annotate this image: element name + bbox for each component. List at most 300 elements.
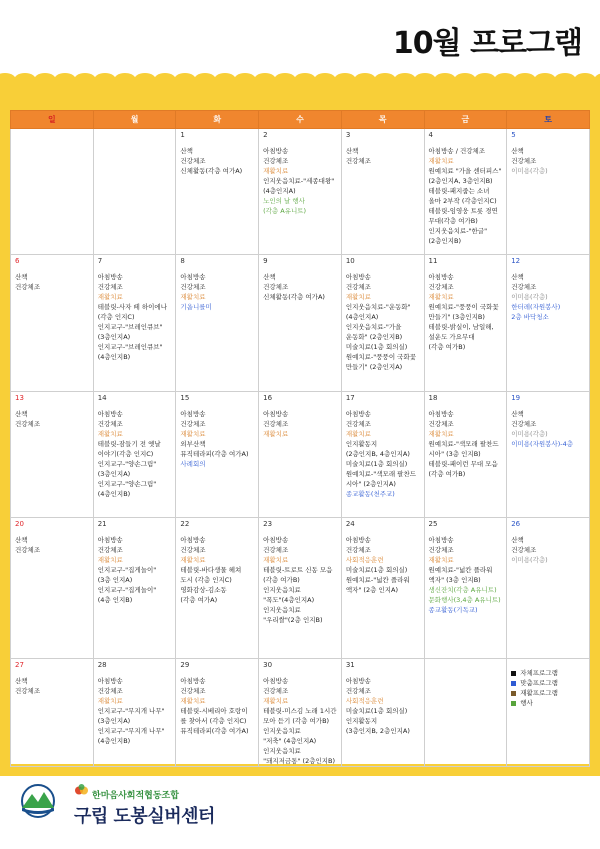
- program-entry: (각층 인지C): [97, 313, 135, 321]
- program-entry: 미술치료(1층 회의실): [345, 460, 408, 468]
- program-entry: 모아 듣기 (각층 여가B): [263, 717, 330, 725]
- scallop: [294, 73, 316, 87]
- scallop: [534, 73, 556, 87]
- program-entry: 아침방송: [345, 410, 371, 418]
- program-entry: 사회적응훈련: [345, 556, 384, 564]
- program-entry: 아침방송: [97, 536, 123, 544]
- day-number: 17: [345, 394, 355, 402]
- calendar-body: [11, 129, 590, 767]
- program-entry: 아침방송: [345, 677, 371, 685]
- calendar-day-cell: [507, 129, 590, 255]
- calendar-day-cell: [341, 392, 424, 518]
- program-entry: "저축" (4층인지A): [263, 737, 317, 745]
- program-entry: (3층인지B, 2층인지A): [345, 727, 410, 735]
- program-entry: 뮤직테라피(각층 여가A): [180, 727, 249, 735]
- scallop: [114, 73, 136, 87]
- day-number: 21: [97, 520, 107, 528]
- program-entry: 건강체조: [511, 283, 537, 291]
- program-entry: 인지웃음치료-"세종대왕": [263, 177, 335, 185]
- scallop: [574, 73, 596, 87]
- program-entry: 테블릿-패지줍는 소녀: [428, 187, 490, 195]
- scallop: [54, 73, 76, 87]
- program-entry: 테블릿-임영웅 트롯 경연: [428, 207, 498, 215]
- program-entry: 인지교구-"집게놀이": [97, 586, 157, 594]
- calendar-day-cell: [11, 392, 94, 518]
- program-entry: (각층 여가B): [263, 576, 300, 584]
- program-entry: 건강체조: [97, 546, 123, 554]
- program-entry: 건강체조: [345, 283, 371, 291]
- day-number: 11: [428, 257, 438, 265]
- program-entry: 인지웃음치료: [263, 606, 301, 614]
- program-entry: 인지교구-"무지개 나무": [97, 727, 165, 735]
- program-entry: 종교활동(천주교): [345, 490, 395, 498]
- program-entry: 재활치료: [263, 167, 289, 175]
- page-title: 10월 프로그램: [392, 26, 582, 61]
- calendar-week-row: [11, 392, 590, 518]
- scallop: [494, 73, 516, 87]
- program-entry: 아침방송: [180, 536, 206, 544]
- program-entry: 만들기" (2층인지A): [345, 363, 403, 371]
- legend-label: 맞춤프로그램: [520, 679, 558, 687]
- legend-label: 자체프로그램: [520, 669, 558, 677]
- calendar-day-cell: [11, 659, 94, 767]
- program-entry: 테블릿-시베리아 호랑이: [180, 707, 248, 715]
- program-entry: (각층 여가A): [180, 596, 218, 604]
- program-entry: 2층 바닥청소: [511, 313, 549, 321]
- program-entry: 원예치료-"넓칸 플라워: [345, 576, 410, 584]
- program-entry: 건강체조: [345, 157, 371, 165]
- program-entry: 원예치료-"풍풍이 국화꽃: [428, 303, 499, 311]
- program-entry: 이미용(각층): [511, 556, 548, 564]
- program-entry: 아침방송: [428, 410, 454, 418]
- program-entry: 아침방송: [345, 273, 371, 281]
- calendar-day-cell: [11, 129, 94, 255]
- program-entry: 액자" (3층 인지B): [428, 576, 481, 584]
- program-entry: 건강체조: [180, 283, 206, 291]
- day-number: 24: [345, 520, 355, 528]
- program-entry: 테블릿-패이런 무대 모음: [428, 460, 498, 468]
- program-entry: 아침방송: [97, 677, 123, 685]
- program-entry: 설운도 가요무대: [428, 333, 475, 341]
- day-number: 27: [15, 661, 24, 669]
- program-entry: 인지교구-"브레인큐브": [97, 323, 163, 331]
- scallop: [214, 73, 236, 87]
- calendar-day-cell: [93, 129, 176, 255]
- day-number: 30: [263, 661, 273, 669]
- calendar-day-cell: [259, 518, 342, 659]
- calendar-day-cell: [341, 659, 424, 767]
- program-entry: 아침방송: [428, 273, 454, 281]
- program-entry: (4층인지A): [263, 187, 296, 195]
- program-entry: 미술치료(1층 회의실): [345, 707, 408, 715]
- calendar-day-cell: [259, 659, 342, 767]
- calendar-day-cell: [424, 255, 507, 392]
- program-entry: 건강체조: [15, 546, 41, 554]
- program-entry: (3층인지A): [97, 333, 131, 341]
- program-entry: 건강체조: [97, 687, 123, 695]
- program-entry: 산책: [511, 147, 524, 155]
- program-entry: (각층 A유니트): [263, 207, 307, 215]
- program-entry: 건강체조: [15, 283, 41, 291]
- day-number: 12: [511, 257, 521, 265]
- program-entry: 재활치료: [180, 293, 206, 301]
- program-entry: (4층인지B): [97, 737, 131, 745]
- program-entry: 인지웃음치료: [263, 727, 301, 735]
- program-entry: 테블릿-사자 떼 하이에나: [97, 303, 167, 311]
- program-entry: 건강체조: [263, 687, 289, 695]
- program-entry: 산책: [511, 273, 524, 281]
- program-entry: 노인의 날 행사: [263, 197, 305, 205]
- program-entry: 테블릿-미스김 노래 1시간: [263, 707, 337, 715]
- program-entry: 영화감상-김소동: [180, 586, 227, 594]
- scallop: [514, 73, 536, 87]
- program-entry: 한터레(자원봉사): [511, 303, 561, 311]
- program-entry: 인지활동지: [345, 717, 378, 725]
- calendar-day-cell: [507, 255, 590, 392]
- program-entry: 테블릿-바다생물 헤쳐: [180, 566, 242, 574]
- program-entry: 재활치료: [428, 430, 454, 438]
- program-entry: 산책: [180, 147, 193, 155]
- program-entry: 재활치료: [428, 157, 454, 165]
- calendar-day-cell: [259, 392, 342, 518]
- program-entry: 아침방송: [180, 273, 206, 281]
- program-entry: 재활치료: [180, 697, 206, 705]
- weekday-tue: 화: [176, 111, 259, 129]
- calendar-day-cell: [176, 255, 259, 392]
- calendar-week-row: [11, 518, 590, 659]
- day-number: 16: [263, 394, 273, 402]
- scallop: [274, 73, 296, 87]
- program-entry: 인지교구-"양손그림": [97, 480, 157, 488]
- calendar-day-cell: [424, 518, 507, 659]
- calendar-day-cell: [507, 392, 590, 518]
- calendar-day-cell: [93, 659, 176, 767]
- program-entry: 액자" (2층 인지A): [345, 586, 398, 594]
- day-number: 1: [180, 131, 185, 139]
- program-entry: 재활치료: [97, 556, 123, 564]
- program-entry: 원예치료-"넓칸 플라워: [428, 566, 493, 574]
- program-entry: 사회적응훈련: [345, 697, 384, 705]
- program-entry: 재활치료: [97, 697, 123, 705]
- program-entry: 테블릿-트로트 신동 모음: [263, 566, 333, 574]
- weekday-header-row: [11, 111, 590, 129]
- scallop: [554, 73, 576, 87]
- calendar-day-cell: [507, 518, 590, 659]
- scallop: [194, 73, 216, 87]
- program-entry: (2층인지B, 4층인지A): [345, 450, 410, 458]
- scallop: [34, 73, 56, 87]
- program-entry: 건강체조: [511, 157, 537, 165]
- day-number: 20: [15, 520, 24, 528]
- program-entry: 산책: [15, 410, 28, 418]
- program-entry: 인지교구-"집게놀이": [97, 566, 157, 574]
- program-entry: 신체활동(각층 여가A): [263, 293, 325, 301]
- day-number: 31: [345, 661, 355, 669]
- calendar-day-cell: [93, 392, 176, 518]
- program-entry: 이미용(자원봉사)-4층: [511, 440, 574, 448]
- program-entry: 건강체조: [180, 687, 206, 695]
- calendar-day-cell: [176, 392, 259, 518]
- calendar-day-cell: [11, 518, 94, 659]
- program-entry: 산책: [511, 536, 524, 544]
- program-entry: 테블릿-밝실이, 남일해,: [428, 323, 494, 331]
- calendar-day-cell: [176, 659, 259, 767]
- legend-label: 행사: [520, 699, 533, 707]
- program-entry: 건강체조: [97, 420, 123, 428]
- scallop: [74, 73, 96, 87]
- program-entry: 인지웃음치료-"한글": [428, 227, 488, 235]
- day-number: 9: [263, 257, 268, 265]
- calendar-week-row: [11, 255, 590, 392]
- day-number: 23: [263, 520, 273, 528]
- weekday-sat: 토: [507, 111, 590, 129]
- program-entry: 건강체조: [97, 283, 123, 291]
- legend-swatch-icon: [511, 671, 516, 676]
- legend-item: [511, 678, 586, 688]
- day-number: 18: [428, 394, 438, 402]
- cooperative-logo-icon: [74, 783, 89, 798]
- program-entry: 아침방송: [97, 273, 123, 281]
- calendar-day-cell: [341, 518, 424, 659]
- scallop: [134, 73, 156, 87]
- program-entry: 건강체조: [263, 546, 289, 554]
- program-entry: 신체활동(각층 여가A): [180, 167, 243, 175]
- program-entry: 재활치료: [97, 430, 123, 438]
- program-entry: (4층인지B): [97, 353, 131, 361]
- program-entry: 건강체조: [428, 283, 454, 291]
- program-entry: 재활치료: [180, 556, 206, 564]
- day-number: 2: [263, 131, 268, 139]
- program-entry: 사례회의: [180, 460, 206, 468]
- legend-item: [511, 688, 586, 698]
- legend-item: [511, 698, 586, 708]
- calendar-day-cell: [341, 129, 424, 255]
- calendar-day-cell: [93, 518, 176, 659]
- scallop: [94, 73, 116, 87]
- program-entry: 재활치료: [428, 293, 454, 301]
- day-number: 6: [15, 257, 20, 265]
- calendar-day-cell: [259, 255, 342, 392]
- footer: [0, 776, 600, 849]
- program-entry: (각층 여가B): [428, 343, 466, 351]
- program-entry: 재활치료: [428, 556, 454, 564]
- program-entry: 건강체조: [511, 420, 537, 428]
- program-entry: 아침방송: [263, 410, 289, 418]
- program-entry: 외부산책: [180, 440, 206, 448]
- scallop: [374, 73, 396, 87]
- program-entry: 미술치료(1층 회의실): [345, 566, 408, 574]
- legend: [511, 668, 586, 708]
- day-number: 25: [428, 520, 438, 528]
- program-entry: 뮤직테라피(각층 여가A): [180, 450, 249, 458]
- program-entry: 시아" (3층 인지B): [428, 450, 481, 458]
- program-entry: (3층 인지A): [97, 576, 133, 584]
- program-entry: 재활치료: [263, 697, 289, 705]
- program-entry: 재활치료: [345, 430, 371, 438]
- weekday-wed: 수: [259, 111, 342, 129]
- program-entry: 아침방송: [263, 536, 289, 544]
- program-entry: 재활치료: [263, 556, 289, 564]
- program-entry: 건강체조: [180, 420, 206, 428]
- scallop: [154, 73, 176, 87]
- program-entry: 건강체조: [15, 420, 41, 428]
- legend-item: [511, 668, 586, 678]
- program-entry: 건강체조: [345, 420, 371, 428]
- program-entry: 건강체조: [15, 687, 41, 695]
- day-number: 22: [180, 520, 190, 528]
- program-entry: 를 찾아서 (각층 인지C): [180, 717, 247, 725]
- program-entry: "돼지저금통" (2층인지B): [263, 757, 336, 765]
- program-entry: 산책: [15, 273, 28, 281]
- calendar-day-cell: [176, 129, 259, 255]
- program-entry: (각층 여가B): [428, 470, 466, 478]
- scallop: [454, 73, 476, 87]
- program-entry: 원예치료 "가을 센터피스": [428, 167, 502, 175]
- program-entry: 문화행사(3,4층 A유니트): [428, 596, 501, 604]
- scallop: [414, 73, 436, 87]
- scallop: [354, 73, 376, 87]
- program-entry: (3층인지A): [97, 717, 131, 725]
- organization-name: 한마음사회적협동조합: [92, 791, 179, 801]
- legend-swatch-icon: [511, 701, 516, 706]
- day-number: 26: [511, 520, 521, 528]
- program-entry: 미술치료(1층 회의실): [345, 343, 408, 351]
- program-entry: 도시 (각층 인지C): [180, 576, 232, 584]
- program-entry: 올마 2부작 (각층인지C): [428, 197, 497, 205]
- program-entry: 건강체조: [180, 157, 206, 165]
- program-entry: 재활치료: [180, 430, 206, 438]
- program-entry: 아침방송: [345, 536, 371, 544]
- calendar-day-cell: [507, 659, 590, 767]
- day-number: 3: [345, 131, 351, 139]
- program-entry: (4층인지A): [345, 313, 379, 321]
- program-entry: 이미용(각층): [511, 167, 548, 175]
- program-entry: 산책: [511, 410, 524, 418]
- program-entry: 인지교구-"브레인큐브": [97, 343, 163, 351]
- program-entry: 아침방송: [97, 410, 123, 418]
- center-name: 구립 도봉실버센터: [74, 806, 215, 827]
- program-entry: 아침방송: [180, 677, 206, 685]
- program-entry: 아침방송: [263, 677, 289, 685]
- program-entry: 아침방송: [180, 410, 206, 418]
- program-entry: "폭도"(4층인지A): [263, 596, 315, 604]
- legend-swatch-icon: [511, 681, 516, 686]
- calendar-day-cell: [176, 518, 259, 659]
- program-entry: 재활치료: [97, 293, 123, 301]
- program-entry: 만들기" (3층인지B): [428, 313, 485, 321]
- program-entry: 인지교구-"무지개 나무": [97, 707, 165, 715]
- legend-label: 재활프로그램: [520, 689, 558, 697]
- program-entry: 운동화" (2층인지B): [345, 333, 403, 341]
- calendar-day-cell: [424, 659, 507, 767]
- scallop: [174, 73, 196, 87]
- program-entry: 산책: [15, 677, 28, 685]
- frame-scallop-border: [0, 73, 600, 87]
- program-entry: 인지웃음치료-"운동화": [345, 303, 411, 311]
- scallop: [14, 73, 36, 87]
- program-entry: (2층인지B): [428, 237, 462, 245]
- program-entry: 인지웃음치료: [263, 586, 301, 594]
- day-number: 14: [97, 394, 107, 402]
- program-entry: (2층인지A, 3층인지B): [428, 177, 493, 185]
- scallop: [594, 73, 600, 87]
- program-entry: (4층인지B): [97, 490, 131, 498]
- day-number: 29: [180, 661, 190, 669]
- program-entry: 건강체조: [345, 546, 371, 554]
- program-entry: 인지교구-"양손그림": [97, 460, 157, 468]
- program-entry: 인지웃음치료: [263, 747, 301, 755]
- calendar-day-cell: [11, 255, 94, 392]
- program-entry: 이미용(각층): [511, 293, 548, 301]
- program-entry: 아침방송: [263, 147, 289, 155]
- program-entry: 원예치료-"풍풍이 국화꽃: [345, 353, 417, 361]
- calendar-day-cell: [93, 255, 176, 392]
- calendar-week-row: [11, 659, 590, 767]
- program-entry: 테블릿-잠들기 전 옛날: [97, 440, 161, 448]
- program-entry: "우리쌀"(2층 인지B): [263, 616, 323, 624]
- program-entry: 재활치료: [345, 293, 371, 301]
- center-logo-icon: [16, 784, 60, 818]
- program-entry: 건강체조: [263, 157, 289, 165]
- calendar-frame: [0, 80, 600, 776]
- scallop: [254, 73, 276, 87]
- program-entry: 산책: [15, 536, 28, 544]
- calendar-day-cell: [341, 255, 424, 392]
- program-entry: 원예치료-"색모래 팔찬드: [345, 470, 417, 478]
- program-entry: 인지웃음치료-"가을: [345, 323, 402, 331]
- program-entry: 인지활동지: [345, 440, 378, 448]
- program-entry: 건강체조: [263, 420, 289, 428]
- program-entry: 산책: [263, 273, 276, 281]
- day-number: 13: [15, 394, 24, 402]
- day-number: 15: [180, 394, 190, 402]
- program-entry: (4층 인지B): [97, 596, 133, 604]
- program-entry: 생신잔치(각층 A유니트): [428, 586, 497, 594]
- day-number: 8: [180, 257, 185, 265]
- program-entry: 건강체조: [511, 546, 537, 554]
- program-entry: 원예치료-"색모래 팔찬드: [428, 440, 499, 448]
- weekday-sun: 일: [11, 111, 94, 129]
- program-entry: 건강체조: [345, 687, 371, 695]
- calendar-day-cell: [424, 392, 507, 518]
- weekday-mon: 월: [93, 111, 176, 129]
- program-entry: 아침방송 / 건강체조: [428, 147, 486, 155]
- program-entry: 시아" (2층인지A): [345, 480, 396, 488]
- day-number: 5: [511, 131, 516, 139]
- program-entry: 이야기(각층 인지C): [97, 450, 154, 458]
- legend-swatch-icon: [511, 691, 516, 696]
- scallop: [394, 73, 416, 87]
- calendar: [10, 110, 590, 764]
- day-number: 28: [97, 661, 107, 669]
- scallop: [334, 73, 356, 87]
- day-number: 7: [97, 257, 103, 265]
- calendar-day-cell: [259, 129, 342, 255]
- program-entry: 기옵니를미: [180, 303, 212, 311]
- program-entry: 건강체조: [180, 546, 206, 554]
- day-number: 4: [428, 131, 433, 139]
- calendar-day-cell: [424, 129, 507, 255]
- scallop: [474, 73, 496, 87]
- program-entry: (3층인지A): [97, 470, 131, 478]
- program-entry: 건강체조: [428, 420, 454, 428]
- calendar-table: [10, 110, 590, 767]
- program-entry: 건강체조: [428, 546, 454, 554]
- scallop: [314, 73, 336, 87]
- program-entry: 건강체조: [263, 283, 289, 291]
- day-number: 10: [345, 257, 355, 265]
- weekday-thu: 목: [341, 111, 424, 129]
